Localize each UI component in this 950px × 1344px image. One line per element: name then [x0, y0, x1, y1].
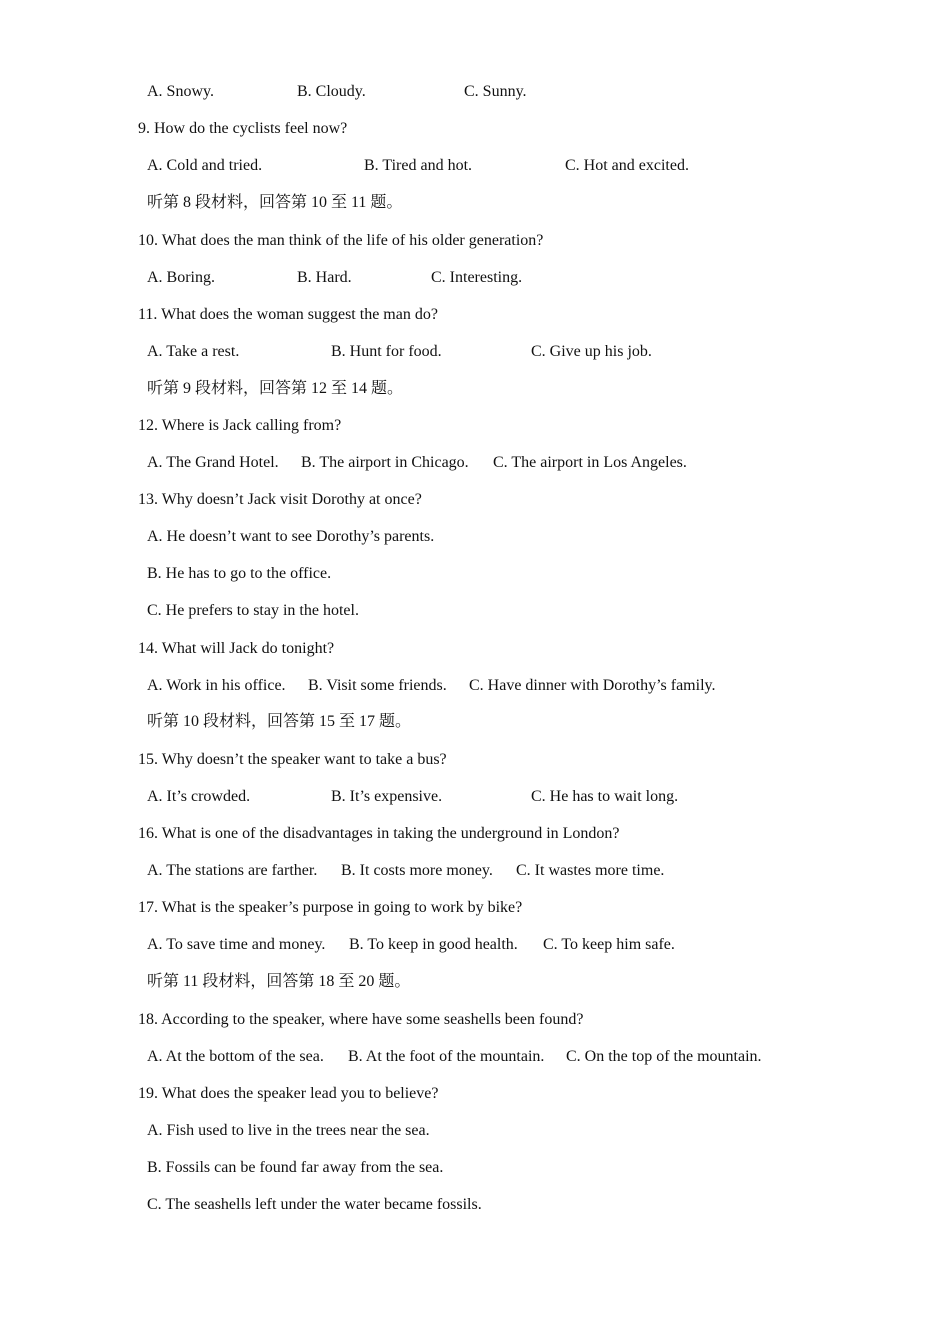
q9-option-a: A. Cold and tried. — [147, 157, 263, 174]
q19-question: 19. What does the speaker lead you to believe? — [138, 1085, 439, 1102]
q11-question: 11. What does the woman suggest the man do? — [138, 306, 438, 323]
q12-question: 12. Where is Jack calling from? — [138, 417, 342, 434]
q11-options-row — [147, 342, 652, 362]
q9-question: 9. How do the cyclists feel now? — [138, 120, 348, 137]
q12-option-a: A. The Grand Hotel. — [147, 454, 279, 471]
q18-option-c: C. On the top of the mountain. — [566, 1048, 762, 1065]
q11-option-c: C. Give up his job. — [531, 343, 652, 360]
q13-option-b: B. He has to go to the office. — [147, 565, 332, 582]
q16-option-a: A. The stations are farther. — [147, 862, 318, 879]
q9-options-row — [147, 156, 689, 176]
q12-option-c: C. The airport in Los Angeles. — [493, 454, 687, 471]
q11-option-b: B. Hunt for food. — [331, 343, 442, 360]
q14-option-a: A. Work in his office. — [147, 677, 286, 694]
q10-question: 10. What does the man think of the life of his older generation? — [138, 232, 544, 249]
q15-option-b: B. It’s expensive. — [331, 788, 443, 805]
q8-option-c: C. Sunny. — [464, 83, 527, 100]
q8-option-a: A. Snowy. — [147, 83, 214, 100]
q12-options-row — [147, 453, 687, 473]
q16-question: 16. What is one of the disadvantages in taking the underground in London? — [138, 825, 620, 842]
q15-option-c: C. He has to wait long. — [531, 788, 679, 805]
q19-option-c: C. The seashells left under the water became fossils. — [147, 1196, 482, 1213]
q12-option-b: B. The airport in Chicago. — [301, 454, 469, 471]
q14-question: 14. What will Jack do tonight? — [138, 640, 335, 657]
q10-option-a: A. Boring. — [147, 269, 215, 286]
q17-question: 17. What is the speaker’s purpose in going to work by bike? — [138, 899, 523, 916]
q19-option-b: B. Fossils can be found far away from the sea. — [147, 1159, 444, 1176]
q18-question: 18. According to the speaker, where have some seashells been found? — [138, 1011, 584, 1028]
q18-options-row — [147, 1047, 762, 1067]
section-11-heading: 听第 11 段材料，回答第 18 至 20 题。 — [147, 973, 411, 990]
q10-option-b: B. Hard. — [297, 269, 352, 286]
q9-option-b: B. Tired and hot. — [364, 157, 473, 174]
q14-options-row — [147, 676, 716, 696]
q16-options-row — [147, 861, 665, 881]
q13-option-c: C. He prefers to stay in the hotel. — [147, 602, 359, 619]
q13-question: 13. Why doesn’t Jack visit Dorothy at once? — [138, 491, 422, 508]
q8-options-row — [147, 82, 527, 102]
q11-option-a: A. Take a rest. — [147, 343, 240, 360]
q16-option-c: C. It wastes more time. — [516, 862, 665, 879]
q13-option-a: A. He doesn’t want to see Dorothy’s parents. — [147, 528, 435, 545]
section-9-heading: 听第 9 段材料，回答第 12 至 14 题。 — [147, 380, 404, 397]
q10-option-c: C. Interesting. — [431, 269, 523, 286]
q15-question: 15. Why doesn’t the speaker want to take a bus? — [138, 751, 447, 768]
q17-option-c: C. To keep him safe. — [543, 936, 675, 953]
q14-option-c: C. Have dinner with Dorothy’s family. — [469, 677, 716, 694]
q17-option-b: B. To keep in good health. — [349, 936, 518, 953]
q18-option-a: A. At the bottom of the sea. — [147, 1048, 324, 1065]
q18-option-b: B. At the foot of the mountain. — [348, 1048, 545, 1065]
q16-option-b: B. It costs more money. — [341, 862, 493, 879]
q10-options-row — [147, 268, 523, 288]
section-8-heading: 听第 8 段材料，回答第 10 至 11 题。 — [147, 194, 403, 211]
q15-options-row — [147, 787, 679, 807]
q17-option-a: A. To save time and money. — [147, 936, 326, 953]
q9-option-c: C. Hot and excited. — [565, 157, 689, 174]
q15-option-a: A. It’s crowded. — [147, 788, 251, 805]
q14-option-b: B. Visit some friends. — [308, 677, 447, 694]
q8-option-b: B. Cloudy. — [297, 83, 366, 100]
q17-options-row — [147, 935, 675, 955]
section-10-heading: 听第 10 段材料，回答第 15 至 17 题。 — [147, 713, 412, 730]
q19-option-a: A. Fish used to live in the trees near the sea. — [147, 1122, 430, 1139]
